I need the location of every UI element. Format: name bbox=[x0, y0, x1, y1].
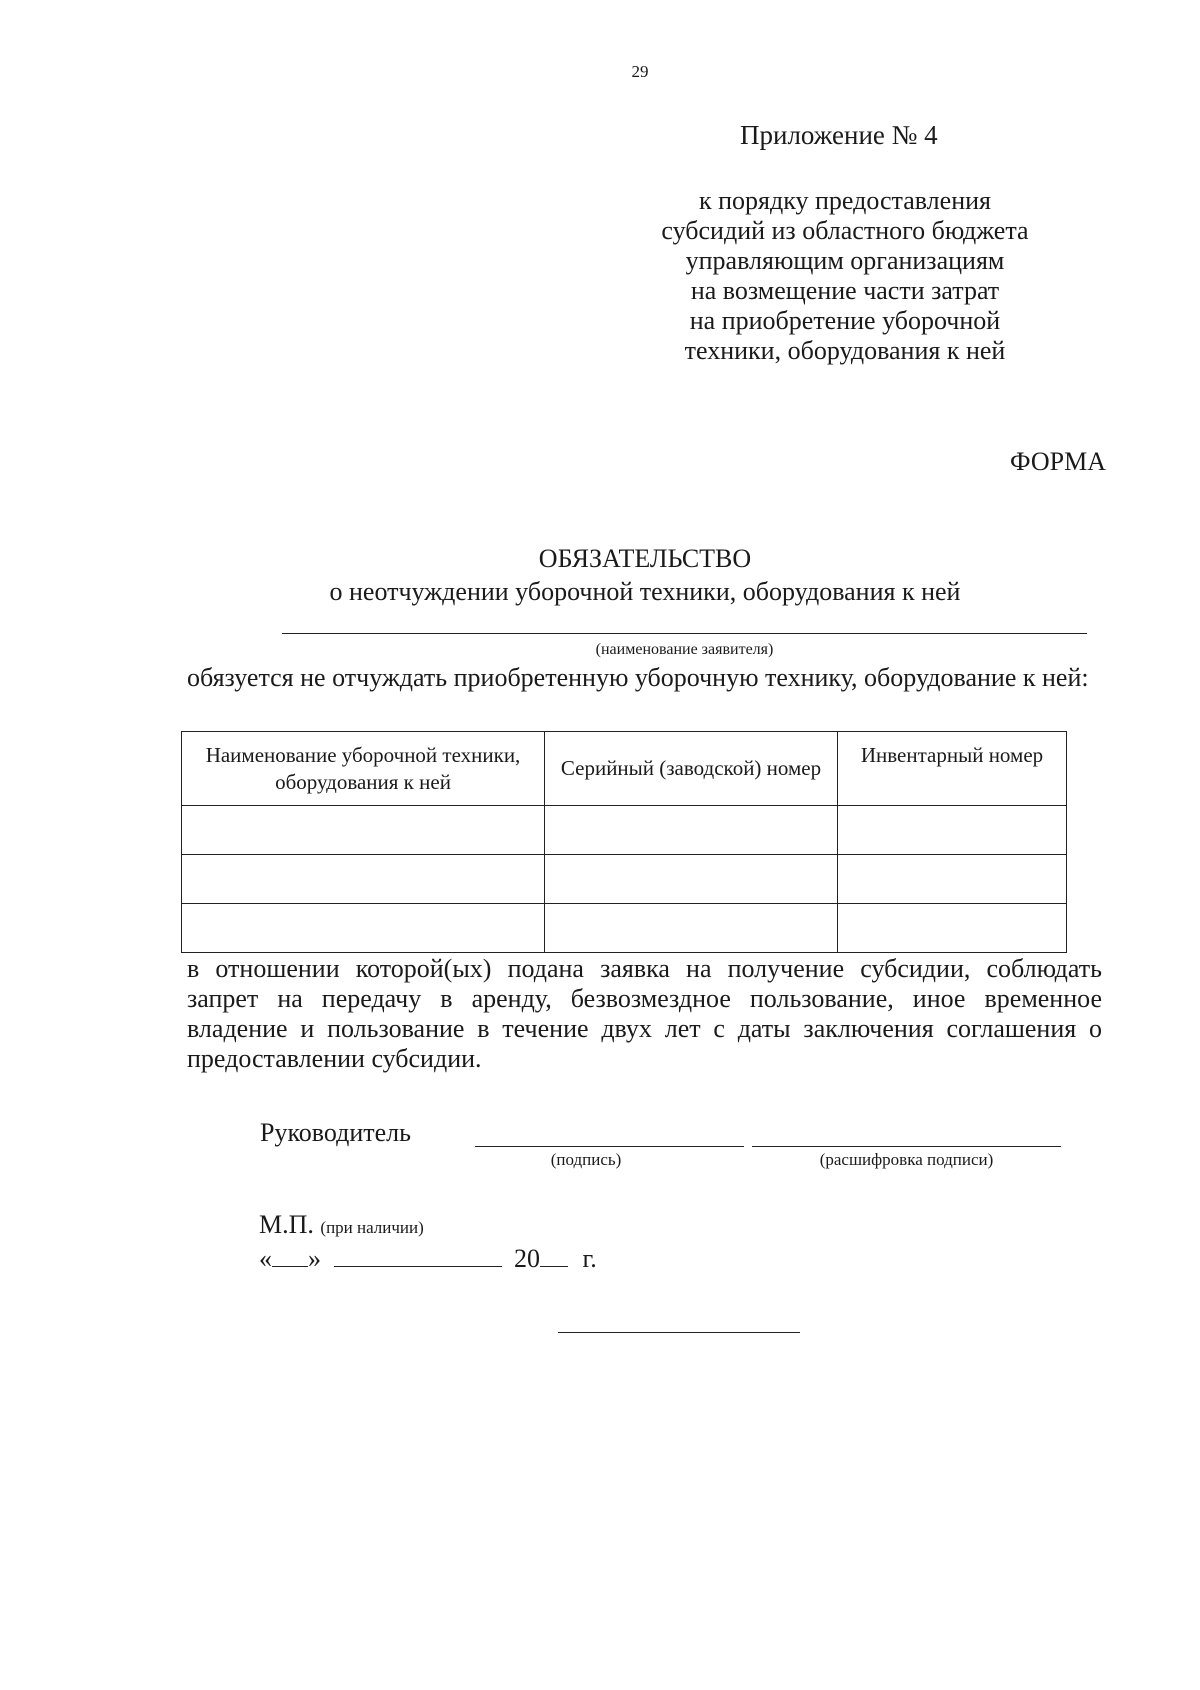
date-open-quote: « bbox=[259, 1244, 272, 1273]
document-end-rule bbox=[558, 1332, 800, 1333]
applicant-name-field[interactable] bbox=[282, 633, 1087, 634]
date-year-prefix: 20 bbox=[514, 1244, 540, 1273]
document-subtitle: о неотчуждении уборочной техники, оборудования к ней bbox=[329, 577, 961, 606]
stamp-note: (при наличии) bbox=[320, 1218, 424, 1237]
date-field bbox=[259, 1242, 597, 1274]
signature-decode-field[interactable] bbox=[752, 1146, 1061, 1147]
stamp-place bbox=[259, 1210, 424, 1240]
equipment-table bbox=[181, 731, 1067, 953]
appendix-line: техники, оборудования к ней bbox=[684, 336, 1006, 365]
table-row bbox=[182, 855, 1067, 904]
applicant-name-caption: (наименование заявителя) bbox=[595, 641, 774, 658]
header-equipment-name: Наименование уборочной техники, оборудования к ней bbox=[182, 732, 545, 806]
document-title: ОБЯЗАТЕЛЬСТВО bbox=[538, 544, 752, 573]
header-inventory-number: Инвентарный номер bbox=[838, 732, 1067, 806]
table-row bbox=[182, 904, 1067, 953]
table-cell[interactable] bbox=[838, 855, 1067, 904]
table-cell[interactable] bbox=[182, 806, 545, 855]
appendix-line: управляющим организациям bbox=[685, 246, 1005, 275]
obligation-intro-text: обязуется не отчуждать приобретенную уборочную технику, оборудование к ней: bbox=[187, 663, 1089, 692]
table-cell[interactable] bbox=[838, 904, 1067, 953]
date-year-suffix: г. bbox=[582, 1244, 597, 1273]
appendix-line: на приобретение уборочной bbox=[689, 306, 1001, 335]
appendix-line: субсидий из областного бюджета bbox=[661, 216, 1029, 245]
table-cell[interactable] bbox=[182, 904, 545, 953]
table-cell[interactable] bbox=[182, 855, 545, 904]
signature-decode-caption: (расшифровка подписи) bbox=[819, 1150, 994, 1169]
appendix-title: Приложение № 4 bbox=[740, 120, 938, 150]
appendix-line: на возмещение части затрат bbox=[690, 276, 1000, 305]
stamp-label: М.П. bbox=[259, 1210, 314, 1239]
date-close-quote: » bbox=[308, 1244, 321, 1273]
date-day-field[interactable] bbox=[272, 1242, 308, 1267]
table-row bbox=[182, 806, 1067, 855]
table-cell[interactable] bbox=[838, 806, 1067, 855]
table-cell[interactable] bbox=[545, 855, 838, 904]
head-label: Руководитель bbox=[260, 1118, 411, 1147]
table-cell[interactable] bbox=[545, 904, 838, 953]
date-year-field[interactable] bbox=[540, 1242, 568, 1267]
form-label: ФОРМА bbox=[1010, 447, 1106, 476]
appendix-line: к порядку предоставления bbox=[699, 186, 991, 215]
obligation-terms-text: в отношении которой(ых) подана заявка на получение субсидии, соблюдать запрет на передачу в аренду, безвозмездное пользование, иное временное владение и пользование в течение двух лет с даты заключения соглашения о предоставлении субсидии. bbox=[187, 954, 1102, 1073]
signature-caption: (подпись) bbox=[550, 1150, 622, 1169]
page-number: 29 bbox=[631, 62, 649, 81]
header-serial-number: Серийный (заводской) номер bbox=[545, 732, 838, 806]
table-header-row bbox=[182, 732, 1067, 806]
appendix-reference bbox=[600, 186, 1090, 366]
table-cell[interactable] bbox=[545, 806, 838, 855]
signature-field[interactable] bbox=[475, 1146, 744, 1147]
date-month-field[interactable] bbox=[334, 1242, 502, 1267]
